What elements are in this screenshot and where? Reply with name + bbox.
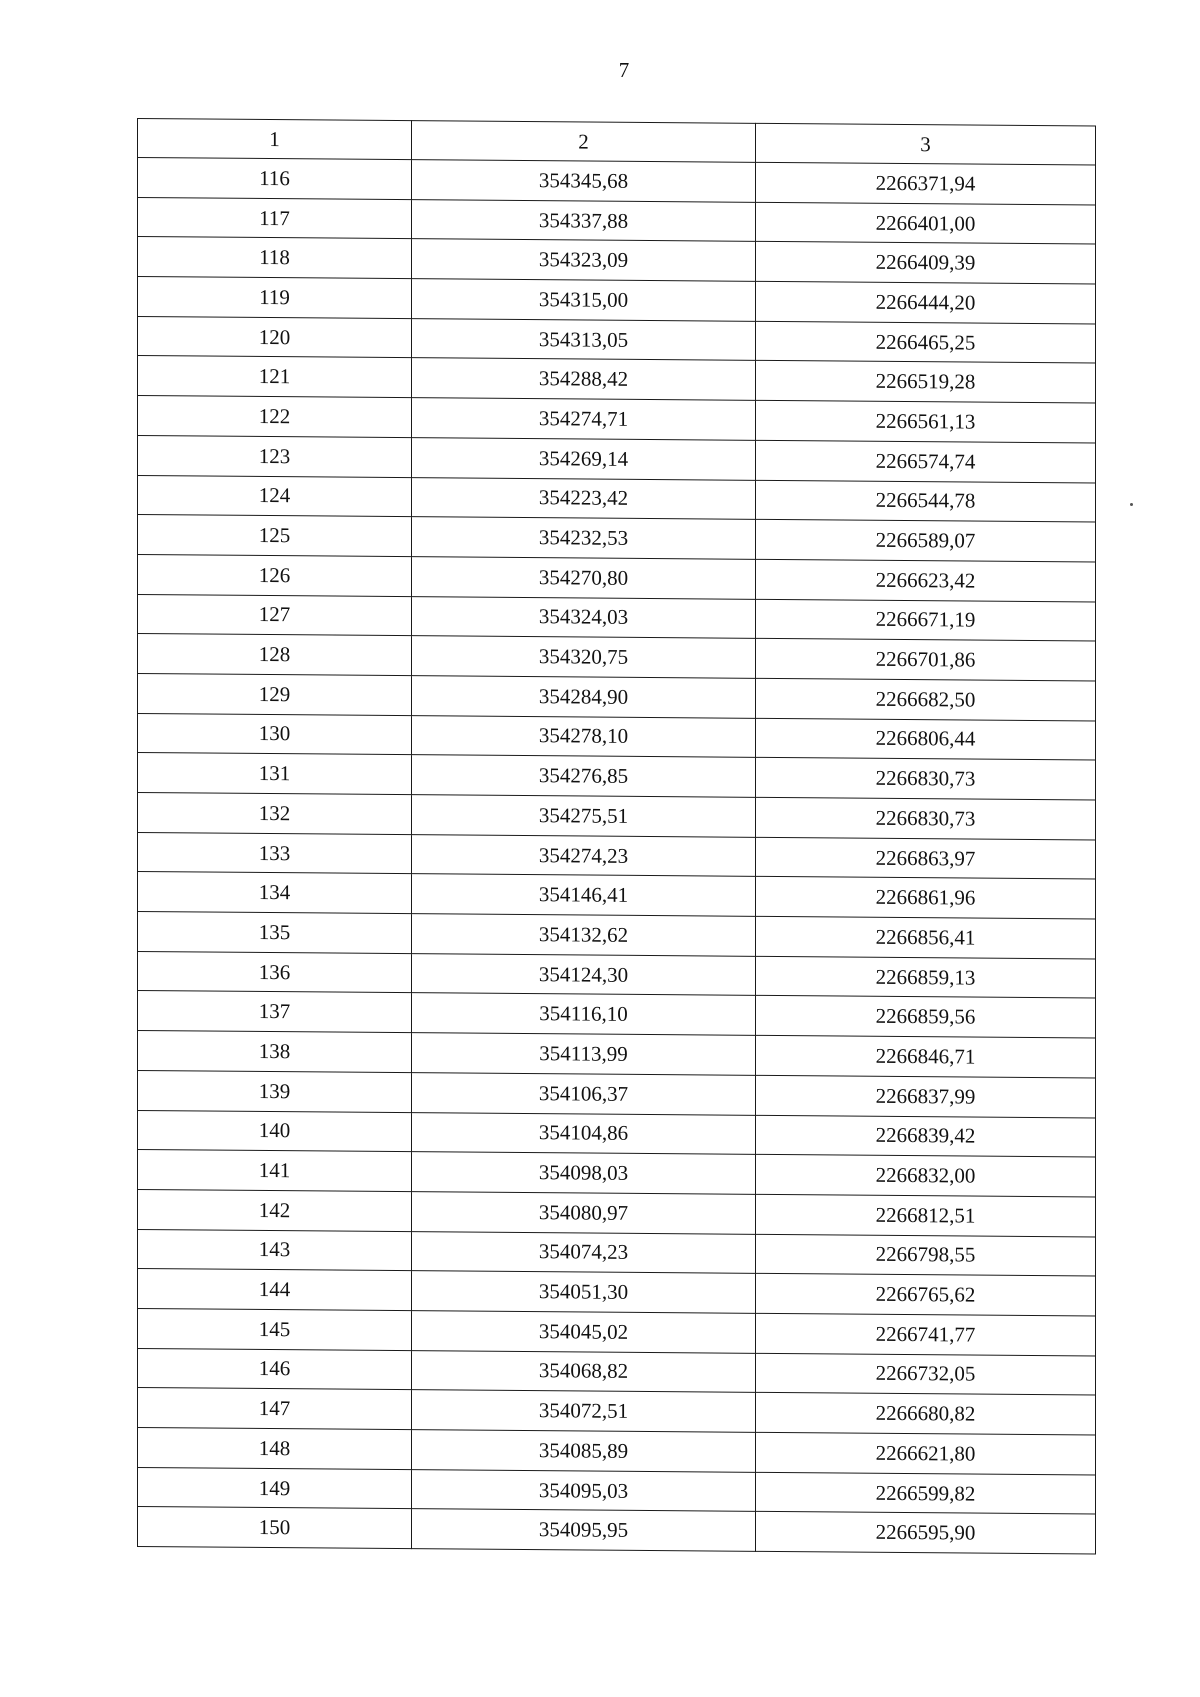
table-row — [138, 1507, 1096, 1554]
point-number-cell: 135 — [138, 912, 412, 954]
x-coordinate-cell: 354104,86 — [412, 1112, 756, 1154]
x-coordinate-cell: 354146,41 — [412, 874, 756, 916]
point-number-cell: 136 — [138, 951, 412, 993]
y-coordinate-cell: 2266863,97 — [756, 837, 1096, 879]
y-coordinate-cell: 2266859,56 — [756, 996, 1096, 1038]
x-coordinate-cell: 354270,80 — [412, 557, 756, 599]
point-number-cell: 143 — [138, 1229, 412, 1271]
point-number-cell: 121 — [138, 356, 412, 398]
point-number-cell: 132 — [138, 793, 412, 835]
y-coordinate-cell: 2266682,50 — [756, 678, 1096, 720]
y-coordinate-cell: 2266574,74 — [756, 440, 1096, 482]
page-number: 7 — [618, 58, 630, 82]
point-number-cell: 127 — [138, 594, 412, 636]
x-coordinate-cell: 354106,37 — [412, 1072, 756, 1114]
point-number-cell: 118 — [138, 237, 412, 279]
x-coordinate-cell: 354074,23 — [412, 1231, 756, 1273]
y-coordinate-cell: 2266812,51 — [756, 1194, 1096, 1236]
y-coordinate-cell: 2266837,99 — [756, 1075, 1096, 1117]
x-coordinate-cell: 354345,68 — [412, 160, 756, 202]
x-coordinate-cell: 354337,88 — [412, 199, 756, 241]
point-number-cell: 117 — [138, 197, 412, 239]
x-coordinate-cell: 354274,23 — [412, 834, 756, 876]
y-coordinate-cell: 2266444,20 — [756, 281, 1096, 323]
x-coordinate-cell: 354085,89 — [412, 1430, 756, 1472]
point-number-cell: 133 — [138, 832, 412, 874]
point-number-cell: 137 — [138, 991, 412, 1033]
point-number-cell: 124 — [138, 475, 412, 517]
y-coordinate-cell: 2266465,25 — [756, 321, 1096, 363]
point-number-cell: 149 — [138, 1467, 412, 1509]
point-number-cell: 145 — [138, 1308, 412, 1350]
x-coordinate-cell: 354072,51 — [412, 1390, 756, 1432]
coordinates-table — [137, 118, 1096, 1555]
x-coordinate-cell: 354116,10 — [412, 993, 756, 1035]
y-coordinate-cell: 2266798,55 — [756, 1234, 1096, 1276]
y-coordinate-cell: 2266846,71 — [756, 1035, 1096, 1077]
point-number-cell: 141 — [138, 1150, 412, 1192]
x-coordinate-cell: 354098,03 — [412, 1152, 756, 1194]
point-number-cell: 128 — [138, 634, 412, 676]
point-number-cell: 125 — [138, 515, 412, 557]
x-coordinate-cell: 354313,05 — [412, 318, 756, 360]
point-number-cell: 139 — [138, 1070, 412, 1112]
x-coordinate-cell: 354095,03 — [412, 1469, 756, 1511]
x-coordinate-cell: 354315,00 — [412, 279, 756, 321]
point-number-cell: 144 — [138, 1269, 412, 1311]
point-number-cell: 150 — [138, 1507, 412, 1549]
y-coordinate-cell: 2266519,28 — [756, 361, 1096, 403]
point-number-cell: 129 — [138, 673, 412, 715]
x-coordinate-cell: 354051,30 — [412, 1271, 756, 1313]
point-number-cell: 126 — [138, 554, 412, 596]
x-coordinate-cell: 354124,30 — [412, 953, 756, 995]
y-coordinate-cell: 2266859,13 — [756, 956, 1096, 998]
y-coordinate-cell: 2266839,42 — [756, 1115, 1096, 1157]
point-number-cell: 147 — [138, 1388, 412, 1430]
y-coordinate-cell: 2266561,13 — [756, 400, 1096, 442]
point-number-cell: 140 — [138, 1110, 412, 1152]
y-coordinate-cell: 2266623,42 — [756, 559, 1096, 601]
x-coordinate-cell: 354113,99 — [412, 1033, 756, 1075]
x-coordinate-cell: 354276,85 — [412, 755, 756, 797]
y-coordinate-cell: 2266544,78 — [756, 480, 1096, 522]
column-header-2: 2 — [412, 121, 756, 163]
x-coordinate-cell: 354232,53 — [412, 517, 756, 559]
y-coordinate-cell: 2266621,80 — [756, 1432, 1096, 1474]
column-header-3: 3 — [756, 123, 1096, 165]
x-coordinate-cell: 354275,51 — [412, 795, 756, 837]
x-coordinate-cell: 354095,95 — [412, 1509, 756, 1551]
x-coordinate-cell: 354323,09 — [412, 239, 756, 281]
point-number-cell: 138 — [138, 1031, 412, 1073]
x-coordinate-cell: 354278,10 — [412, 715, 756, 757]
y-coordinate-cell: 2266830,73 — [756, 797, 1096, 839]
x-coordinate-cell: 354324,03 — [412, 596, 756, 638]
table-body — [138, 158, 1096, 1555]
point-number-cell: 146 — [138, 1348, 412, 1390]
x-coordinate-cell: 354269,14 — [412, 437, 756, 479]
point-number-cell: 119 — [138, 277, 412, 319]
y-coordinate-cell: 2266589,07 — [756, 520, 1096, 562]
x-coordinate-cell: 354288,42 — [412, 358, 756, 400]
scan-speck — [1130, 503, 1133, 506]
x-coordinate-cell: 354223,42 — [412, 477, 756, 519]
column-header-1: 1 — [138, 119, 412, 160]
point-number-cell: 123 — [138, 435, 412, 477]
x-coordinate-cell: 354274,71 — [412, 398, 756, 440]
point-number-cell: 120 — [138, 316, 412, 358]
x-coordinate-cell: 354045,02 — [412, 1311, 756, 1353]
y-coordinate-cell: 2266832,00 — [756, 1155, 1096, 1197]
y-coordinate-cell: 2266741,77 — [756, 1313, 1096, 1355]
point-number-cell: 116 — [138, 158, 412, 200]
y-coordinate-cell: 2266806,44 — [756, 718, 1096, 760]
y-coordinate-cell: 2266409,39 — [756, 242, 1096, 284]
y-coordinate-cell: 2266830,73 — [756, 758, 1096, 800]
coordinates-table-wrapper — [137, 118, 1095, 1555]
y-coordinate-cell: 2266595,90 — [756, 1512, 1096, 1554]
y-coordinate-cell: 2266856,41 — [756, 916, 1096, 958]
y-coordinate-cell: 2266861,96 — [756, 877, 1096, 919]
y-coordinate-cell: 2266765,62 — [756, 1274, 1096, 1316]
x-coordinate-cell: 354080,97 — [412, 1192, 756, 1234]
y-coordinate-cell: 2266401,00 — [756, 202, 1096, 244]
x-coordinate-cell: 354068,82 — [412, 1350, 756, 1392]
point-number-cell: 142 — [138, 1189, 412, 1231]
point-number-cell: 148 — [138, 1428, 412, 1470]
y-coordinate-cell: 2266371,94 — [756, 162, 1096, 204]
y-coordinate-cell: 2266680,82 — [756, 1393, 1096, 1435]
point-number-cell: 122 — [138, 396, 412, 438]
point-number-cell: 134 — [138, 872, 412, 914]
x-coordinate-cell: 354320,75 — [412, 636, 756, 678]
x-coordinate-cell: 354284,90 — [412, 676, 756, 718]
point-number-cell: 130 — [138, 713, 412, 755]
y-coordinate-cell: 2266701,86 — [756, 639, 1096, 681]
y-coordinate-cell: 2266599,82 — [756, 1472, 1096, 1514]
y-coordinate-cell: 2266671,19 — [756, 599, 1096, 641]
y-coordinate-cell: 2266732,05 — [756, 1353, 1096, 1395]
x-coordinate-cell: 354132,62 — [412, 914, 756, 956]
point-number-cell: 131 — [138, 753, 412, 795]
